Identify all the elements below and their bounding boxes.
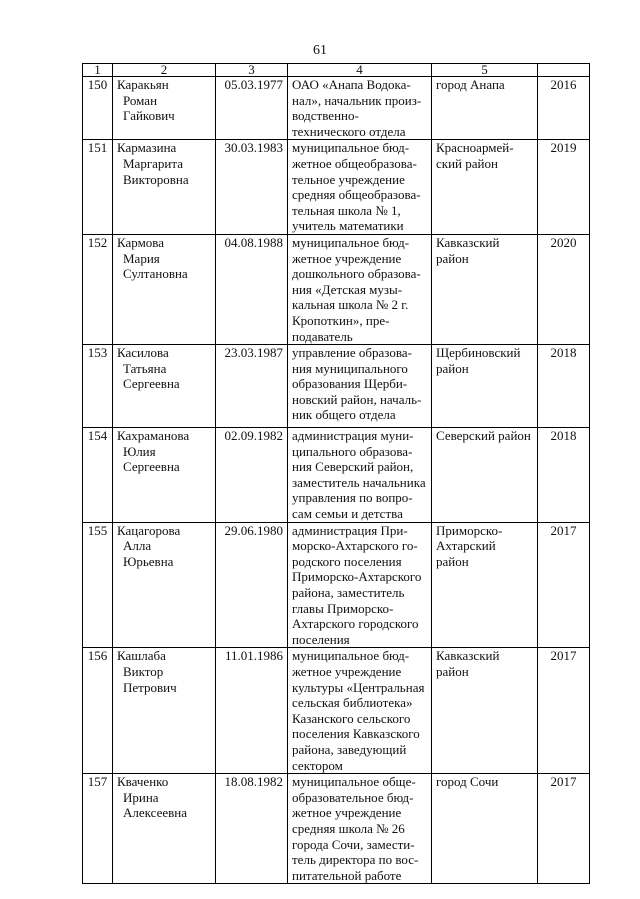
full-name-cell-line: Алла bbox=[123, 538, 152, 554]
full-name-cell bbox=[113, 522, 216, 648]
full-name-cell-line: Викторовна bbox=[123, 171, 189, 187]
municipality-cell bbox=[432, 522, 538, 648]
organization-position-cell-line: тельное учреждение bbox=[292, 171, 405, 187]
organization-position-cell-line: образовательное бюд- bbox=[292, 789, 414, 805]
full-name-cell-line: Кармова bbox=[117, 234, 165, 250]
column-header: 2 bbox=[113, 64, 216, 77]
awardee-table bbox=[82, 63, 590, 884]
organization-position-cell-line: муниципальное бюд- bbox=[292, 648, 410, 664]
organization-position-cell bbox=[288, 428, 432, 523]
municipality-cell-line: Красноармей- bbox=[436, 140, 514, 156]
full-name-cell-line: Кахраманова bbox=[117, 428, 190, 444]
row-number-cell: 152 bbox=[83, 234, 113, 344]
organization-position-cell-line: поселения Кавказского bbox=[292, 726, 420, 742]
full-name-cell bbox=[113, 345, 216, 428]
table-row bbox=[83, 774, 590, 884]
organization-position-cell-line: тельная школа № 1, bbox=[292, 202, 401, 218]
organization-position-cell-line: жетное учреждение bbox=[292, 805, 402, 821]
municipality-cell bbox=[432, 428, 538, 523]
column-header: 3 bbox=[216, 64, 288, 77]
birth-date-cell: 02.09.1982 bbox=[216, 428, 288, 523]
table-row bbox=[83, 428, 590, 523]
full-name-cell-line: Роман bbox=[123, 92, 158, 108]
full-name-cell-line: Кашлаба bbox=[117, 648, 166, 664]
municipality-cell-line: город Сочи bbox=[436, 774, 499, 790]
organization-position-cell-line: администрация муни- bbox=[292, 428, 414, 444]
full-name-cell bbox=[113, 428, 216, 523]
full-name-cell-line: Маргарита bbox=[123, 155, 183, 171]
municipality-cell-line: Кавказский bbox=[436, 234, 500, 250]
municipality-cell-line: Приморско- bbox=[436, 522, 503, 538]
organization-position-cell-line: управление образова- bbox=[292, 345, 412, 361]
column-header: 4 bbox=[288, 64, 432, 77]
municipality-cell-line: Северский район bbox=[436, 428, 531, 444]
full-name-cell-line: Виктор bbox=[123, 664, 164, 679]
organization-position-cell-line: жетное учреждение bbox=[292, 250, 402, 266]
municipality-cell bbox=[432, 648, 538, 774]
year-cell: 2019 bbox=[538, 140, 590, 235]
organization-position-cell-line: ципального образова- bbox=[292, 443, 413, 459]
organization-position-cell bbox=[288, 522, 432, 648]
birth-date-cell: 05.03.1977 bbox=[216, 77, 288, 140]
organization-position-cell bbox=[288, 648, 432, 774]
municipality-cell-line: район bbox=[436, 360, 469, 376]
organization-position-cell-line: кальная школа № 2 г. bbox=[292, 297, 409, 313]
organization-position-cell-line: технического отдела bbox=[292, 123, 406, 139]
organization-position-cell-line: Кропоткин», пре- bbox=[292, 312, 390, 328]
year-cell: 2016 bbox=[538, 77, 590, 140]
organization-position-cell-line: Приморско-Ахтарского bbox=[292, 569, 422, 585]
municipality-cell-line: Щербиновский bbox=[436, 345, 521, 361]
row-number-cell: 153 bbox=[83, 345, 113, 428]
organization-position-cell-line: ния муниципального bbox=[292, 360, 408, 376]
row-number-cell: 157 bbox=[83, 774, 113, 884]
column-header: 5 bbox=[432, 64, 538, 77]
organization-position-cell-line: Ахтарского городского bbox=[292, 616, 419, 632]
organization-position-cell-line: главы Приморско- bbox=[292, 600, 394, 616]
municipality-cell-line: Кавказский bbox=[436, 648, 500, 664]
full-name-cell-line: Кваченко bbox=[117, 774, 169, 790]
full-name-cell-line: Сергеевна bbox=[123, 376, 180, 392]
organization-position-cell-line: Казанского сельского bbox=[292, 710, 411, 726]
year-cell: 2017 bbox=[538, 774, 590, 884]
organization-position-cell bbox=[288, 234, 432, 344]
page-number: 61 bbox=[313, 43, 327, 58]
organization-position-cell-line: средняя общеобразова- bbox=[292, 187, 421, 203]
table-row bbox=[83, 140, 590, 235]
full-name-cell-line: Кацагорова bbox=[117, 522, 181, 538]
organization-position-cell-line: района, заведующий bbox=[292, 741, 407, 757]
organization-position-cell-line: сам семьи и детства bbox=[292, 506, 403, 522]
organization-position-cell bbox=[288, 774, 432, 884]
organization-position-cell-line: питательной работе bbox=[292, 867, 402, 883]
birth-date-cell: 23.03.1987 bbox=[216, 345, 288, 428]
birth-date-cell: 30.03.1983 bbox=[216, 140, 288, 235]
full-name-cell bbox=[113, 140, 216, 235]
organization-position-cell-line: образования Щерби- bbox=[292, 376, 408, 392]
organization-position-cell-line: муниципальное обще- bbox=[292, 774, 416, 790]
birth-date-cell: 11.01.1986 bbox=[216, 648, 288, 774]
year-cell: 2018 bbox=[538, 428, 590, 523]
full-name-cell-line: Касилова bbox=[117, 345, 169, 361]
organization-position-cell-line: сектором bbox=[292, 757, 343, 773]
municipality-cell-line: ский район bbox=[436, 155, 498, 171]
birth-date-cell: 18.08.1982 bbox=[216, 774, 288, 884]
organization-position-cell-line: поселения bbox=[292, 631, 350, 647]
row-number-cell: 150 bbox=[83, 77, 113, 140]
full-name-cell bbox=[113, 77, 216, 140]
municipality-cell bbox=[432, 345, 538, 428]
organization-position-cell-line: тель директора по вос- bbox=[292, 852, 419, 868]
organization-position-cell-line: администрация При- bbox=[292, 522, 408, 538]
organization-position-cell-line: ОАО «Анапа Водока- bbox=[292, 77, 411, 92]
organization-position-cell-line: учитель математики bbox=[292, 218, 404, 234]
full-name-cell bbox=[113, 774, 216, 884]
full-name-cell-line: Гайкович bbox=[123, 108, 175, 124]
organization-position-cell-line: ния Северский район, bbox=[292, 459, 414, 475]
organization-position-cell-line: нал», начальник произ- bbox=[292, 92, 422, 108]
full-name-cell-line: Алексеевна bbox=[123, 805, 187, 821]
organization-position-cell-line: дошкольного образова- bbox=[292, 266, 421, 282]
organization-position-cell-line: культуры «Центральная bbox=[292, 679, 425, 695]
organization-position-cell bbox=[288, 140, 432, 235]
full-name-cell bbox=[113, 234, 216, 344]
municipality-cell-line: город Анапа bbox=[436, 77, 505, 92]
organization-position-cell-line: города Сочи, замести- bbox=[292, 836, 415, 852]
organization-position-cell-line: родского поселения bbox=[292, 553, 402, 569]
organization-position-cell-line: сельская библиотека» bbox=[292, 695, 413, 711]
full-name-cell-line: Мария bbox=[123, 250, 160, 266]
organization-position-cell-line: жетное учреждение bbox=[292, 664, 402, 679]
full-name-cell-line: Татьяна bbox=[123, 360, 167, 376]
municipality-cell-line: район bbox=[436, 664, 469, 679]
municipality-cell-line: Ахтарский bbox=[436, 538, 496, 554]
municipality-cell bbox=[432, 140, 538, 235]
organization-position-cell-line: ния «Детская музы- bbox=[292, 281, 403, 297]
organization-position-cell-line: водственно- bbox=[292, 108, 359, 124]
organization-position-cell-line: заместитель начальника bbox=[292, 474, 426, 490]
organization-position-cell-line: управления по вопро- bbox=[292, 490, 413, 506]
organization-position-cell-line: ник общего отдела bbox=[292, 407, 396, 423]
full-name-cell-line: Сергеевна bbox=[123, 459, 180, 475]
full-name-cell-line: Юрьевна bbox=[123, 553, 174, 569]
municipality-cell-line: район bbox=[436, 250, 469, 266]
table-row bbox=[83, 77, 590, 140]
full-name-cell-line: Кармазина bbox=[117, 140, 177, 156]
full-name-cell-line: Юлия bbox=[123, 443, 156, 459]
row-number-cell: 154 bbox=[83, 428, 113, 523]
organization-position-cell-line: новский район, началь- bbox=[292, 391, 422, 407]
full-name-cell bbox=[113, 648, 216, 774]
full-name-cell-line: Султановна bbox=[123, 266, 188, 282]
organization-position-cell-line: района, заместитель bbox=[292, 585, 405, 601]
organization-position-cell-line: морско-Ахтарского го- bbox=[292, 538, 418, 554]
organization-position-cell-line: муниципальное бюд- bbox=[292, 234, 410, 250]
row-number-cell: 151 bbox=[83, 140, 113, 235]
organization-position-cell-line: средняя школа № 26 bbox=[292, 820, 405, 836]
full-name-cell-line: Петрович bbox=[123, 679, 177, 695]
municipality-cell-line: район bbox=[436, 553, 469, 569]
table-row bbox=[83, 522, 590, 648]
table-row bbox=[83, 648, 590, 774]
year-cell: 2018 bbox=[538, 345, 590, 428]
municipality-cell bbox=[432, 77, 538, 140]
organization-position-cell-line: подаватель bbox=[292, 328, 353, 344]
organization-position-cell-line: муниципальное бюд- bbox=[292, 140, 410, 156]
municipality-cell bbox=[432, 234, 538, 344]
table-header-row bbox=[83, 64, 590, 77]
row-number-cell: 155 bbox=[83, 522, 113, 648]
table-row bbox=[83, 234, 590, 344]
full-name-cell-line: Каракьян bbox=[117, 77, 169, 92]
year-cell: 2017 bbox=[538, 522, 590, 648]
column-header: 1 bbox=[83, 64, 113, 77]
row-number-cell: 156 bbox=[83, 648, 113, 774]
organization-position-cell bbox=[288, 77, 432, 140]
municipality-cell bbox=[432, 774, 538, 884]
year-cell: 2020 bbox=[538, 234, 590, 344]
year-cell: 2017 bbox=[538, 648, 590, 774]
organization-position-cell bbox=[288, 345, 432, 428]
organization-position-cell-line: жетное общеобразова- bbox=[292, 155, 417, 171]
full-name-cell-line: Ирина bbox=[123, 789, 159, 805]
birth-date-cell: 04.08.1988 bbox=[216, 234, 288, 344]
column-header bbox=[538, 64, 590, 77]
birth-date-cell: 29.06.1980 bbox=[216, 522, 288, 648]
table-row bbox=[83, 345, 590, 428]
